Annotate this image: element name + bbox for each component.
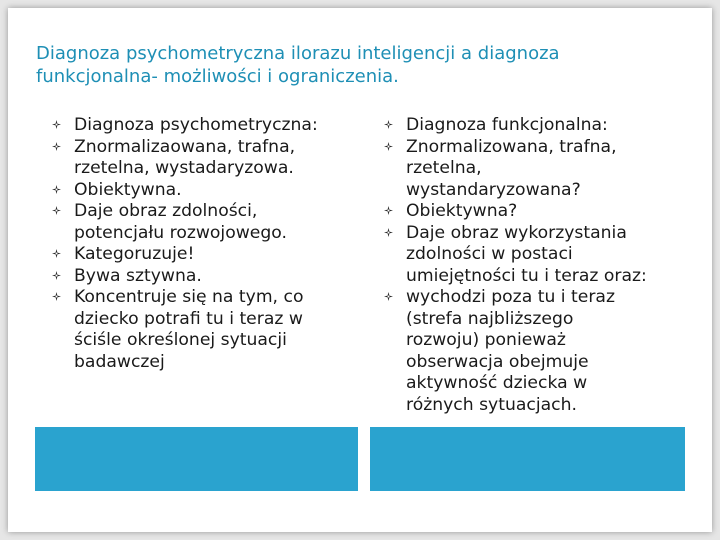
left-list-item-text: Daje obraz zdolności, potencjału rozwojowego.: [74, 201, 287, 243]
left-list-item: [52, 137, 352, 180]
left-list-item: [52, 180, 352, 202]
footer-box-right: [370, 427, 685, 491]
left-list-item: [52, 287, 352, 373]
slide: [8, 8, 712, 532]
left-list-item-text: Znormalizaowana, trafna, rzetelna, wystadaryzowa.: [74, 136, 296, 178]
right-list-item: [384, 115, 688, 137]
left-list-item: [52, 266, 352, 288]
right-list-item-text: Diagnoza funkcjonalna:: [406, 115, 608, 135]
left-list-item-text: Bywa sztywna.: [74, 265, 202, 286]
left-list-item-text: Diagnoza psychometryczna:: [74, 115, 318, 135]
right-list-item: [384, 223, 688, 288]
left-list-item: [52, 115, 352, 137]
left-list-item-text: Koncentruje się na tym, co dziecko potrafi tu i teraz w ściśle określonej sytuacji badawczej: [74, 287, 304, 372]
slide-title: Diagnoza psychometryczna ilorazu inteligencji a diagnoza funkcjonalna- możliwości i ograniczenia.: [36, 43, 560, 87]
ornate-star-bullet-icon: [52, 120, 61, 129]
ornate-star-bullet-icon: [384, 292, 393, 301]
left-list-item-text: Kategoruzuje!: [74, 244, 195, 264]
left-list-item: [52, 244, 352, 266]
ornate-star-bullet-icon: [384, 206, 393, 215]
footer-box-left: [35, 427, 358, 491]
ornate-star-bullet-icon: [384, 142, 393, 151]
right-bullet-list: [384, 115, 688, 416]
ornate-star-bullet-icon: [52, 249, 61, 258]
right-list-item: [384, 137, 688, 202]
ornate-star-bullet-icon: [384, 228, 393, 237]
right-list-item-text: wychodzi poza tu i teraz (strefa najbliższego rozwoju) ponieważ obserwacja obejmuje aktywność dziecka w różnych sytuacjach.: [406, 287, 615, 415]
left-list-item-text: Obiektywna.: [74, 179, 182, 200]
left-list-item: [52, 201, 352, 244]
right-list-item: [384, 287, 688, 416]
ornate-star-bullet-icon: [52, 142, 61, 151]
right-list-item-text: Daje obraz wykorzystania zdolności w postaci umiejętności tu i teraz oraz:: [406, 222, 647, 286]
right-list-item-text: Obiektywna?: [406, 201, 518, 221]
ornate-star-bullet-icon: [52, 206, 61, 215]
footer-band: [35, 427, 685, 491]
ornate-star-bullet-icon: [52, 292, 61, 301]
right-list-item-text: Znormalizowana, trafna, rzetelna, wystandaryzowana?: [406, 136, 617, 200]
ornate-star-bullet-icon: [52, 271, 61, 280]
ornate-star-bullet-icon: [384, 120, 393, 129]
ornate-star-bullet-icon: [52, 185, 61, 194]
right-list-item: [384, 201, 688, 223]
left-bullet-list: [52, 115, 352, 373]
